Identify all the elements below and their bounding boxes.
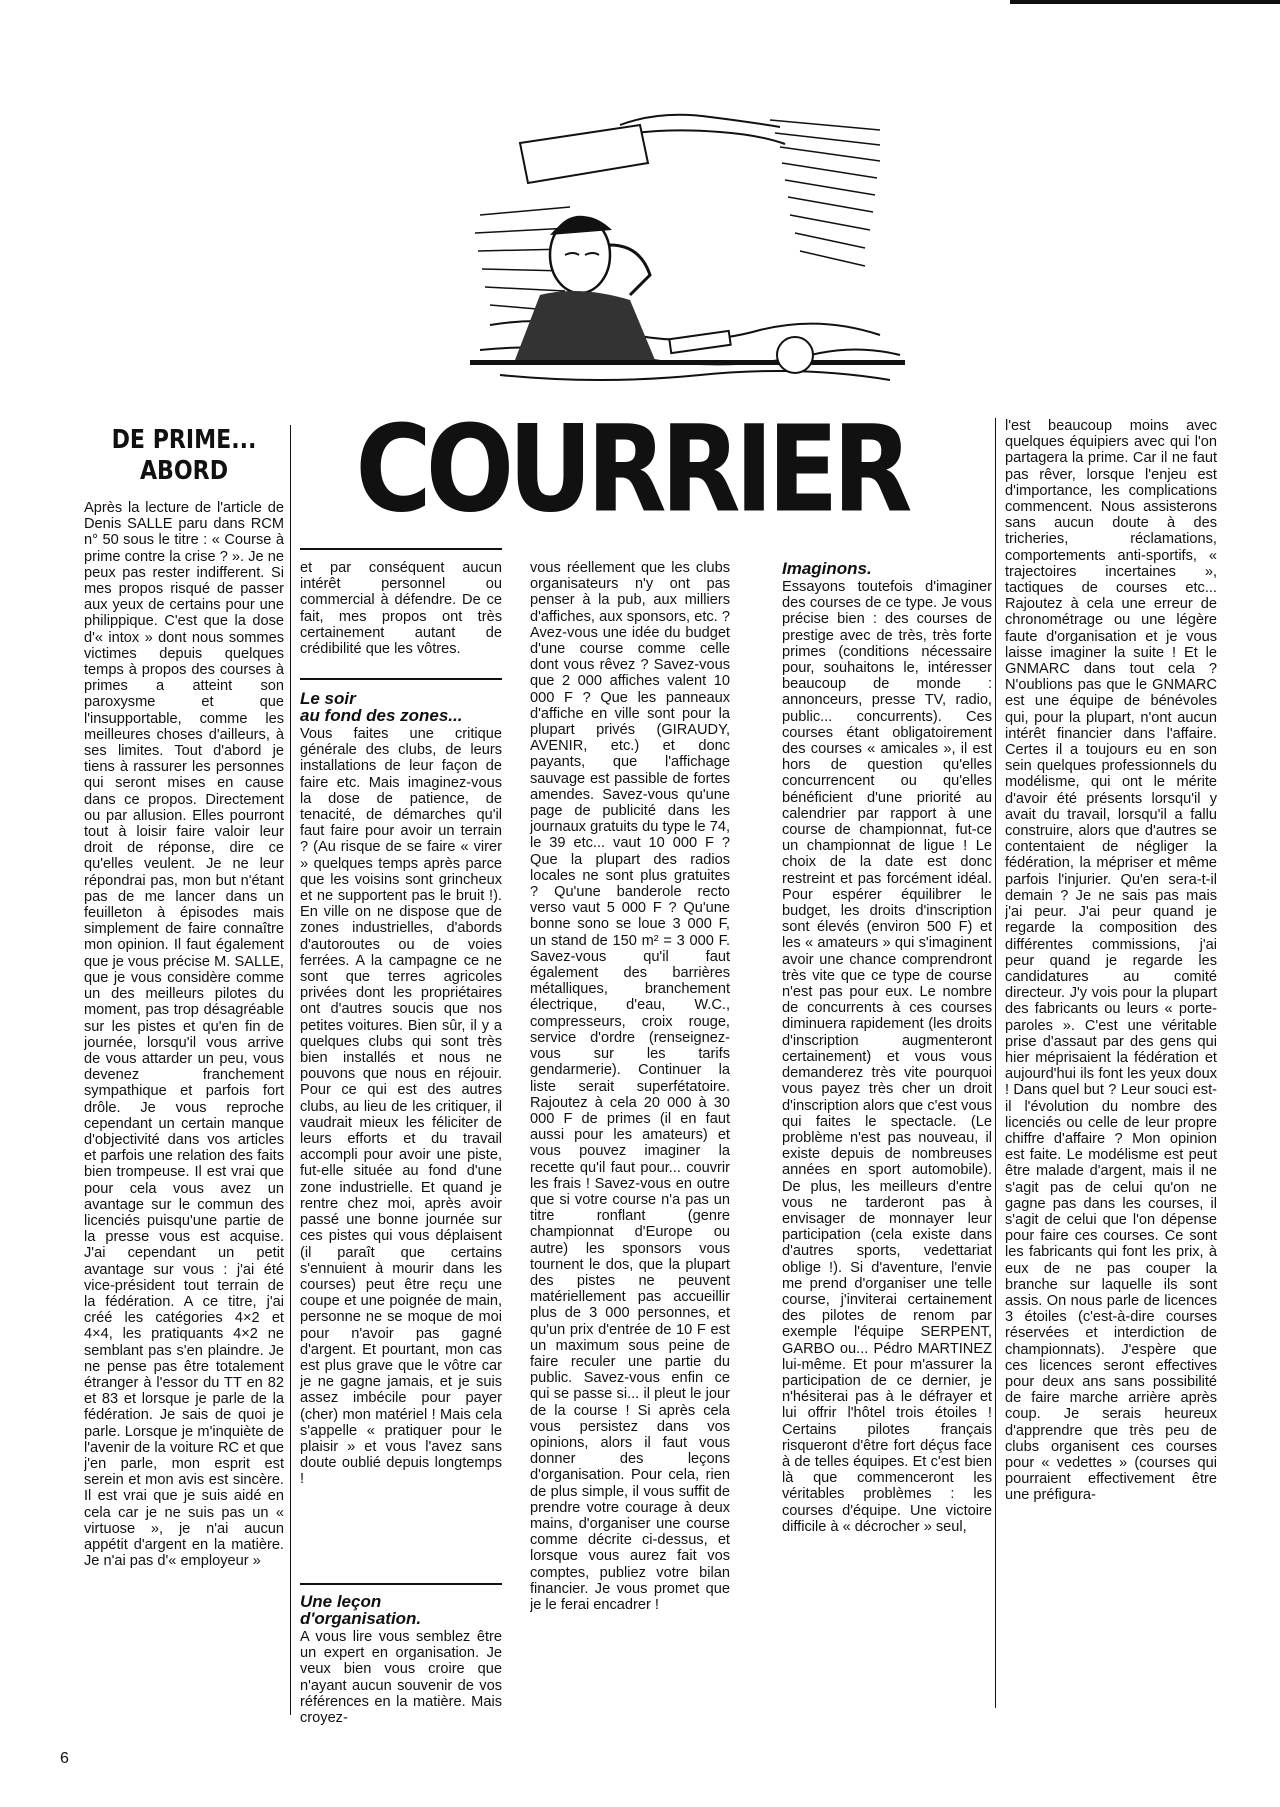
subheading — [300, 690, 502, 724]
subheading-line1: Le soir — [300, 689, 356, 708]
paragraph: vous réellement que les clubs organisateurs n'y ont pas penser à la pub, aux milliers d'affiches, aux sponsors, etc. ? Avez-vous une idée du budget d'une course comme celle dont vous rêvez ? Savez-vous que 2 000 affiches valent 10 000 F ? Que les panneaux d'affiche en ville sont pour la plupart privés (GIRAUDY, AVENIR, etc.) et donc payants, que l'affichage sauvage est passible de fortes amendes. Savez-vous qu'une page de publicité dans les journaux gratuits du type le 74, le 39 etc... vaut 10 000 F ? Que la plupart des radios locales ne sont plus gratuites ? Qu'une banderole recto verso vaut 5 000 F ? Qu'une bonne sono se loue 3 000 F, un stand de 150 m² = 3 000 F. Savez-vous qu'il faut également des barrières métalliques, branchement électrique, d'eau, W.C., compresseurs, croix rouge, service d'ordre (renseignez-vous sur les tarifs gendarmerie). Continuer la liste serait superfétatoire. Rajoutez à cela 20 000 à 30 000 F de primes (il en faut aussi pour les amateurs) et vous pouvez imaginer la recette qu'il faut pour... couvrir les frais ! Savez-vous en outre que si votre course n'a pas un titre ronflant (genre championnat d'Europe ou autre) les sponsors vous tournent le dos, que la plupart des pistes ne peuvent matériellement pas accueillir plus de 3 000 personnes, et qu'un prix d'entrée de 10 F est un maximum sous peine de faire reculer une partie du public. Savez-vous enfin ce qui se passe si... il pleut le jour de la course ! Si après cela vous persistez dans vos opinions, alors il faut vous donner des leçons d'organisation. Pour cela, rien de plus simple, il vous suffit de prendre votre courage à deux mains, d'organiser une course comme décrite ci-dessus, et lorsque vous aurez fait vos comptes, publiez votre bilan financier. Je vous promet que je le ferai encadrer ! — [530, 560, 730, 1613]
subheading-line1: Une leçon — [300, 1592, 382, 1611]
article-column-3 — [530, 560, 730, 1690]
article-column-5 — [1005, 418, 1217, 1723]
article-column-4 — [782, 560, 992, 1690]
paragraph: Vous faites une critique générale des clubs, de leurs installations de leur façon de faire etc. Mais imaginez-vous la dose de patience, de tenacité, de démarches qu'il faut faire pour avoir un terrain ? (Au risque de se faire « virer » quelques temps après parce que les voisins sont grincheux et ne supportent pas le bruit !). En ville on ne dispose que de zones industrielles, d'abords d'autoroutes ou de voies ferrées. A la campagne ce ne sont que terres agricoles privées dont les propriétaires ont d'autres soucis que nos petites voitures. Bien sûr, il y a quelques clubs qui sont très bien installés et nous ne pouvons que nous en réjouir. Pour ce qui est des autres clubs, au lieu de les critiquer, il vaudrait mieux les féliciter de leurs efforts et du travail accompli pour avoir une piste, fut-elle située au fond d'une zone industrielle. Et quand je rentre chez moi, après avoir passé une bonne journée sur ces pistes qui vous déplaisent (il paraît que certains s'ennuient à mourir dans les courses) peut être reçu une coupe et une poignée de main, personne ne se moque de moi pour n'avoir pas gagné d'argent. Et pourtant, mon cas est plus grave que le vôtre car je ne gagne jamais, et je suis assez imbécile pour payer (cher) mon matériel ! Mais cela s'appelle « pratiquer pour le plaisir » et vous l'avez sans doute oublié depuis longtemps ! — [300, 726, 502, 1488]
article-title — [99, 425, 269, 487]
paragraph: et par conséquent aucun intérêt personnel ou commercial à défendre. De ce fait, mes propos ont très certainement autant de crédibilité que les vôtres. — [300, 560, 502, 658]
article-column-2b — [300, 726, 502, 1581]
subheading — [300, 1593, 502, 1627]
top-border — [1010, 0, 1280, 4]
column-divider — [995, 418, 996, 1708]
divider-rule — [300, 548, 502, 550]
article-title-line2: ABORD — [139, 456, 229, 486]
divider-rule — [300, 678, 502, 680]
cartoon-illustration — [470, 105, 905, 405]
section-lecon — [300, 1593, 502, 1729]
subheading: Imaginons. — [782, 560, 872, 578]
masthead-title: COURRIER — [355, 398, 907, 540]
subheading-line2: au fond des zones... — [300, 706, 463, 725]
subheading-line2: d'organisation. — [300, 1609, 422, 1628]
paragraph: A vous lire vous semblez être un expert en organisation. Je veux bien vous croire que n'ayant aucun souvenir de vos références en la matière. Mais croyez- — [300, 1629, 502, 1727]
page-number: 6 — [60, 1750, 69, 1767]
section-le-soir — [300, 690, 502, 1581]
paragraph: l'est beaucoup moins avec quelques équipiers avec qui l'on partagera la prime. Car il ne faut pas rêver, lorsque l'enjeu est d'importance, les complications commencent. Nous assisterons sans aucun doute à des tricheries, réclamations, comportements anti-sportifs, « trajectoires incertaines », tactiques de courses etc... Rajoutez à cela une erreur de chronométrage ou une légère faute d'organisation et je vous laisse imaginer la suite ! Et le GNMARC dans tout cela ? N'oublions pas que le GNMARC est une équipe de bénévoles qui, pour la plupart, n'ont aucun intérêt financier dans l'affaire. Certes il a toujours eu en son sein quelques professionnels du modélisme, qui ont le mérite d'avoir été présents lorsqu'il y avait du travail, lorsqu'il a fallu construire, alors que d'autres se contentaient de négliger la fédération, la mépriser et même parfois l'injurier. Qu'en sera-t-il demain ? Je ne sais pas mais j'ai peur. J'ai peur quand je regarde la composition des différentes commissions, j'ai peur quand je regarde les candidatures au comité directeur. J'y vois pour la plupart des fabricants ou leurs « porte-paroles ». C'est une véritable prise d'assaut par des gens qui hier méprisaient la fédération et aujourd'hui ils font les yeux doux ! Dans quel but ? Leur souci est-il l'évolution du nombre des licenciés ou celle de leur propre chiffre d'affaire ? Mon opinion est faite. Le modélisme est peut être malade d'argent, mais il ne s'agit pas de celui qu'on ne gagne pas dans les courses, il s'agit de celui que l'on dépense pour faire ces courses. Ce sont les fabricants qui font les prix, à eux de ne pas couper la branche sur laquelle ils sont assis. On nous parle de licences 3 étoiles (c'est-à-dire courses réservées et interdiction de championnats). J'espère que ces licences seront effectives pour deux ans sans possibilité de faire marche arrière après coup. Je serais heureux d'apprendre que très peu de clubs organisent ces courses pour « vedettes » (courses qui pourraient effectivement être une préfigura- — [1005, 418, 1217, 1504]
article-column-2 — [300, 560, 502, 675]
article-column-1 — [84, 500, 284, 1725]
paragraph: Après la lecture de l'article de Denis SALLE paru dans RCM n° 50 sous le titre : « Course à prime contre la crise ? ». Je ne peux pas rester indifferent. Si mes propos risqué de passer aux yeux de certains pour une philippique. C'est que la dose d'« intox » dont nous sommes victimes depuis quelques temps à propos des courses à primes a atteint son paroxysme et que l'insupportable, comme les meilleures choses d'ailleurs, à ses limites. Tout d'abord je tiens à rassurer les personnes qui seront mises en cause dans ce propos. Directement ou par allusion. Elles pourront tout à loisir faire valoir leur droit de réponse, dire ce qu'elles veulent. Je ne leur répondrai pas, mon but n'étant pas de me lancer dans un feuilleton à épisodes mais simplement de faire connaître mon opinion. Il faut également que je vous précise M. SALLE, que je vous considère comme un des meilleurs pilotes du moment, pas trop désagréable sur les pistes et qu'en fin de journée, lorsqu'il vous arrive de vous attarder un peu, vous devenez franchement sympathique et parfois fort drôle. Je vous reproche cependant un certain manque d'objectivité dans vos articles et parfois une relation des faits bien trompeuse. Il est vrai que pour cela vous avez un avantage sur le commun des licenciés puisqu'une partie de la presse vous est acquise. J'ai cependant un petit avantage sur vous : j'ai été vice-président tout terrain de la fédération. A ce titre, j'ai créé les catégories 4×2 et 4×4, les pratiquants 4×2 ne semblant pas s'en plaindre. Je ne pense pas être totalement étranger à l'essor du TT en 82 et 83 et lorsque je parle de la fédération. Je sais de quoi je parle. Lorsque je m'inquiète de l'avenir de la voiture RC et que j'en parle, mon esprit est serein et mon avis est sincère. Il est vrai que je suis aidé en cela car je ne suis pas un « virtuose », je n'ai aucun appétit d'argent en la matière. Je n'ai pas d'« employeur » — [84, 500, 284, 1570]
masthead — [342, 398, 920, 540]
paragraph: Essayons toutefois d'imaginer des courses de ce type. Je vous précise bien : des courses de prestige avec de très, très forte primes (conditions nécessaire pour, souhaitons le, intéresser beaucoup de monde : annonceurs, presse TV, radio, public... concurrents). Ces courses étant obligatoirement des courses « amicales », il est hors de question qu'elles concurrencent ou qu'elles bénéficient d'une priorité au calendrier par rapport à une course de championnat, fut-ce un championnat de ligue ! Le choix de la date est donc restreint et pas forcément idéal. Pour espérer équilibrer le budget, les droits d'inscription sont élevés (environ 500 F) et les « amateurs » qui s'imaginent avoir une chance comprendront très vite que ce type de course n'est pas pour eux. Le nombre de concurrents à ces courses diminuera rapidement (les droits d'inscription augmenteront certainement) et vous vous demanderez très vite pourquoi vous payez très cher un droit d'inscription alors que c'est vous qui faites le spectacle. (Le problème n'est pas nouveau, il existe depuis de nombreuses années en sport automobile). De plus, les meilleurs d'entre vous ne tarderont pas à envisager de monnayer leur participation (cela existe dans d'autres sports, vedettariat oblige !). Si d'aventure, l'envie me prend d'organiser une telle course, j'inviterai certainement des pilotes de renom par exemple l'équipe SERPENT, GARBO ou... Pédro MARTINEZ lui-même. Et pour m'assurer la participation de ce dernier, je n'hésiterai pas à le défrayer et lui offrir l'hôtel trois étoiles ! Certains pilotes français risqueront d'être fort déçus face à de telles équipes. Et c'est bien là que commenceront les véritables problèmes : les courses d'équipe. Une victoire difficile à « décrocher » seul, — [782, 579, 992, 1535]
article-title-line1: DE PRIME... — [111, 425, 257, 455]
divider-rule — [300, 1583, 502, 1585]
column-divider — [290, 425, 291, 1715]
article-column-2c — [300, 1629, 502, 1729]
